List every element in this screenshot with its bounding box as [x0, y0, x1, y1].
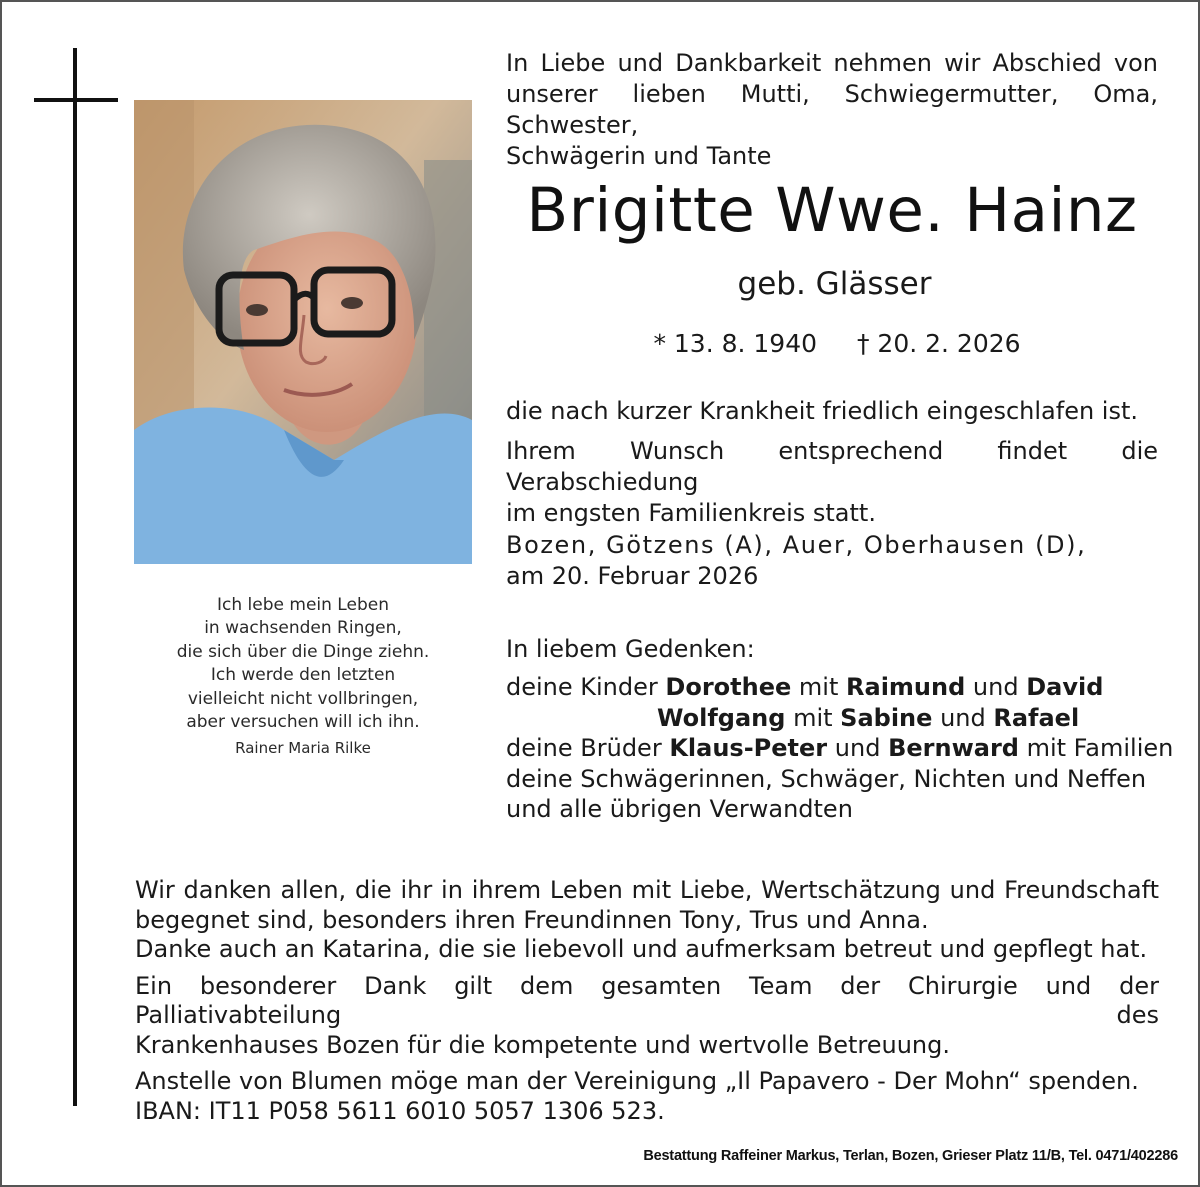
passed-text: die nach kurzer Krankheit friedlich eingeschlafen ist.	[506, 397, 1139, 425]
family-text: und	[834, 734, 881, 762]
family-row-brothers	[506, 733, 1186, 764]
family-row-inlaws: deine Schwägerinnen, Schwäger, Nichten und Neffen	[506, 764, 1147, 793]
family-name: Raimund	[846, 673, 966, 701]
intro-line: unserer lieben Mutti, Schwiegermutter, Oma, Schwester,	[506, 80, 1158, 139]
thanks-line: Krankenhauses Bozen für die kompetente und wertvolle Betreuung.	[135, 1030, 950, 1059]
farewell-text	[506, 436, 1158, 529]
donation-line: Anstelle von Blumen möge man der Vereinigung „Il Papavero - Der Mohn“ spenden.	[135, 1067, 1139, 1095]
intro-line: In Liebe und Dankbarkeit nehmen wir Abschied von	[506, 49, 1158, 77]
farewell-line: im engsten Familienkreis statt.	[506, 499, 876, 527]
place-date	[506, 530, 1158, 592]
quote-line: die sich über die Dinge ziehn.	[176, 641, 430, 662]
family-text: deine Brüder	[506, 734, 662, 762]
family-name: Bernward	[888, 734, 1019, 762]
family-row-children-2	[506, 703, 1186, 734]
thanks-line: Wir danken allen, die ihr in ihrem Leben mit Liebe, Wertschätzung und Freundschaft	[135, 876, 1159, 904]
quote-line: Ich lebe mein Leben	[217, 595, 389, 615]
birth-date: * 13. 8. 1940	[653, 329, 818, 358]
death-date: † 20. 2. 2026	[856, 329, 1021, 358]
family-name: David	[1026, 673, 1104, 701]
family-name: Sabine	[840, 703, 933, 732]
iban-line: IBAN: IT11 P058 5611 6010 5057 1306 523.	[135, 1096, 665, 1125]
deceased-name: Brigitte Wwe. Hainz	[526, 175, 1138, 246]
quote-line: Ich werde den letzten	[210, 665, 396, 686]
poem-quote	[134, 594, 472, 761]
cross-symbol-horizontal	[34, 98, 118, 102]
intro-line: Schwägerin und Tante	[506, 142, 772, 170]
portrait-photo	[134, 100, 472, 564]
family-name: Wolfgang	[657, 703, 786, 732]
family-text: mit	[793, 703, 833, 732]
family-text: deine Kinder	[506, 673, 658, 701]
quote-line: vielleicht nicht vollbringen,	[187, 688, 419, 709]
birth-name: geb. Glässer	[737, 266, 932, 302]
intro-text	[506, 48, 1158, 172]
life-dates	[506, 326, 1158, 362]
family-text: mit Familien	[1026, 734, 1174, 762]
thanks-line: Danke auch an Katarina, die sie liebevoll und aufmerksam betreut und gepflegt hat.	[135, 935, 1148, 963]
family-row-relatives: und alle übrigen Verwandten	[506, 795, 853, 823]
thanks-line: Ein besonderer Dank gilt dem gesamten Team der Chirurgie und der Palliativabteilung des	[135, 971, 1159, 1029]
quote-line: in wachsenden Ringen,	[204, 618, 402, 639]
family-name: Klaus-Peter	[669, 734, 828, 762]
quote-line: aber versuchen will ich ihn.	[186, 712, 420, 733]
farewell-line: Ihrem Wunsch entsprechend findet die Verabschiedung	[506, 437, 1158, 496]
family-text: mit	[798, 673, 839, 701]
thanks-line: begegnet sind, besonders ihren Freundinnen Tony, Trus und Anna.	[135, 905, 929, 934]
family-row-children	[506, 672, 1186, 703]
family-text: und	[972, 673, 1019, 701]
family-list	[506, 672, 1186, 825]
thanks-section	[135, 876, 1159, 1133]
date-line: am 20. Februar 2026	[506, 562, 759, 590]
cross-symbol-vertical	[73, 48, 77, 1106]
places: Bozen, Götzens (A), Auer, Oberhausen (D),	[506, 531, 1087, 559]
family-name: Rafael	[993, 703, 1080, 732]
funeral-home-footer: Bestattung Raffeiner Markus, Terlan, Bozen, Grieser Platz 11/B, Tel. 0471/402286	[643, 1148, 1178, 1164]
family-text: und	[940, 703, 986, 732]
family-name: Dorothee	[665, 673, 792, 701]
gedenken-label: In liebem Gedenken:	[506, 635, 755, 663]
quote-author: Rainer Maria Rilke	[235, 739, 371, 758]
